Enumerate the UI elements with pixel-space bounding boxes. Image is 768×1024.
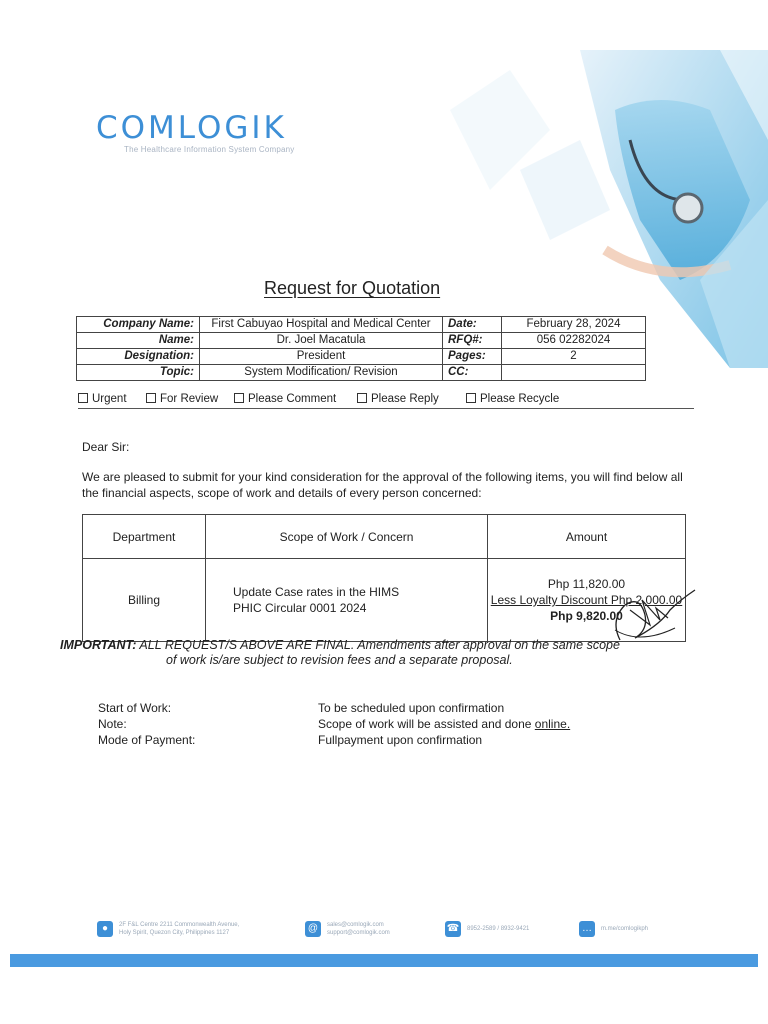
cc-label: CC: [443,365,502,381]
checkbox-square-icon [146,393,156,403]
column-header-amount: Amount [488,515,686,559]
scope-cell [206,559,488,642]
designation-label: Designation: [77,349,200,365]
checkbox-please-reply[interactable]: Please Reply [357,393,439,405]
column-header-scope: Scope of Work / Concern [206,515,488,559]
salutation: Dear Sir: [82,440,130,454]
online-link[interactable]: online. [534,717,571,731]
location-icon: ● [97,921,113,937]
topic-label: Topic: [77,365,200,381]
column-header-department: Department [83,515,206,559]
term-value: To be scheduled upon confirmation [318,701,505,715]
info-row [77,317,646,333]
checkbox-urgent[interactable]: Urgent [78,393,127,405]
term-label: Start of Work: [98,701,172,715]
company-value: First Cabuyao Hospital and Medical Center [200,317,443,333]
footer-messenger[interactable]: m.me/comlogikph [601,926,649,932]
footer-contacts [95,918,695,948]
scope-line: PHIC Circular 0001 2024 [233,601,367,615]
rfq-label: RFQ#: [443,333,502,349]
designation-value: President [200,349,443,365]
table-header-row [83,515,686,559]
phone-icon: ☎ [445,921,461,937]
topic-value: System Modification/ Revision [200,365,443,381]
important-lead: IMPORTANT: [60,638,137,652]
term-value: Fullpayment upon confirmation [318,733,483,747]
document-title: Request for Quotation [264,278,441,298]
important-line: ALL REQUEST/S ABOVE ARE FINAL. Amendments after approval on the same scope [136,638,620,652]
header-info-table [76,316,646,381]
amount-total: Php 9,820.00 [550,609,623,623]
rfq-value: 056 02282024 [502,333,646,349]
important-notice [60,638,700,668]
checkbox-square-icon [78,393,88,403]
name-label: Name: [77,333,200,349]
info-row [77,349,646,365]
date-value: February 28, 2024 [502,317,646,333]
pages-label: Pages: [443,349,502,365]
pages-value: 2 [502,349,646,365]
amount-discount: Less Loyalty Discount Php 2,000.00 [490,593,683,607]
cc-value [502,365,646,381]
term-label: Mode of Payment: [98,733,196,747]
amount-subtotal: Php 11,820.00 [547,577,626,591]
department-cell: Billing [83,559,206,642]
checkbox-square-icon [357,393,367,403]
company-logo: COMLOGIK [96,110,287,146]
scope-line: Update Case rates in the HIMS [233,585,400,599]
footer-email[interactable]: sales@comlogik.com support@comlogik.com [327,922,390,936]
checkbox-square-icon [466,393,476,403]
name-value: Dr. Joel Macatula [200,333,443,349]
date-label: Date: [443,317,502,333]
email-icon: @ [305,921,321,937]
checkbox-row [78,392,694,409]
messenger-icon: … [579,921,595,937]
info-row [77,365,646,381]
term-value: Scope of work will be assisted and done online. [318,717,571,731]
checkbox-please-comment[interactable]: Please Comment [234,393,336,405]
footer-phone[interactable]: 8952-2589 / 8932-9421 [467,926,530,932]
important-line: of work is/are subject to revision fees and a separate proposal. [166,653,513,667]
checkbox-for-review[interactable]: For Review [146,393,218,405]
info-row [77,333,646,349]
footer-address: 2F F&L Centre 2211 Commonwealth Avenue, Holy Spirit, Quezon City, Philippines 1127 [119,922,240,936]
intro-paragraph: We are pleased to submit for your kind consideration for the approval of the following items, you will find below all the financial aspects, scope of work and details of every person concerned: [82,470,683,500]
checkbox-please-recycle[interactable]: Please Recycle [466,393,559,405]
footer-accent-bar [10,954,758,967]
term-label: Note: [98,717,127,731]
company-label: Company Name: [77,317,200,333]
checkbox-square-icon [234,393,244,403]
company-tagline: The Healthcare Information System Company [124,145,295,154]
